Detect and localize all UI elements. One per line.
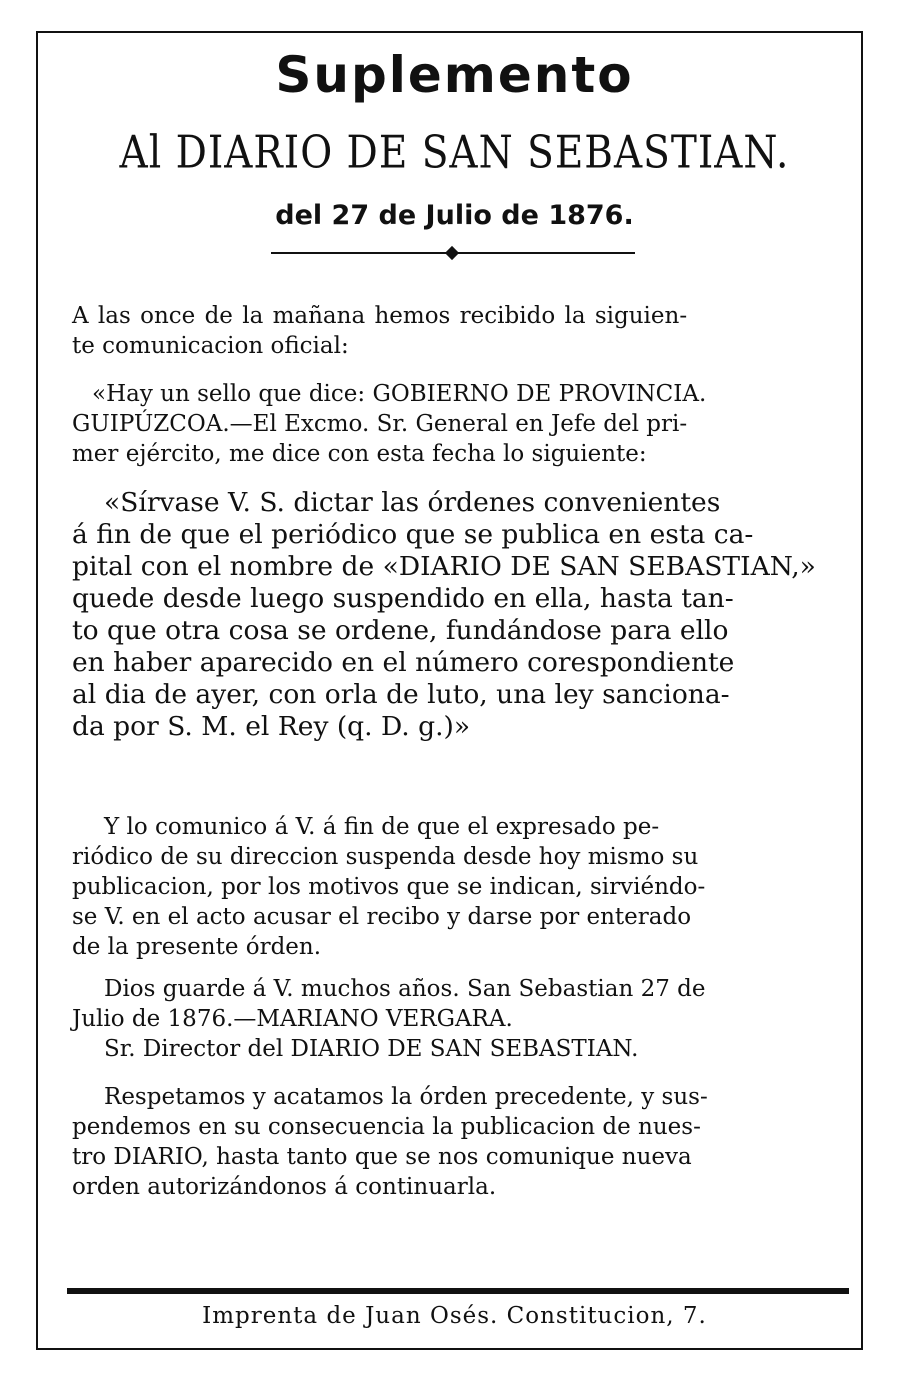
text-line: Respetamos y acatamos la órden precedente, y sus- <box>104 1084 708 1110</box>
text-line: pendemos en su consecuencia la publicacion de nues- <box>72 1114 701 1140</box>
text-line: Julio de 1876.—MARIANO VERGARA. <box>72 1006 513 1032</box>
issue-date: del 27 de Julio de 1876. <box>275 200 634 231</box>
text-line: Dios guarde á V. muchos años. San Sebastian 27 de <box>104 976 706 1002</box>
text-line: pital con el nombre de «DIARIO DE SAN SEBASTIAN,» <box>72 551 816 582</box>
footer-rule <box>67 1288 849 1294</box>
text-line: á fin de que el periódico que se publica en esta ca- <box>72 519 754 550</box>
text-line: publicacion, por los motivos que se indican, sirviéndo- <box>72 874 706 900</box>
text-line: A las once de la mañana hemos recibido la siguien- <box>72 303 688 329</box>
signature-paragraph <box>72 974 852 1064</box>
text-line: te comunicacion oficial: <box>72 333 349 359</box>
newspaper-name: Al DIARIO DE SAN SEBASTIAN. <box>119 127 790 179</box>
text-line: tro DIARIO, hasta tanto que se nos comunique nueva <box>72 1144 692 1170</box>
text-line: da por S. M. el Rey (q. D. g.)» <box>72 711 471 742</box>
editorial-response-paragraph <box>72 1082 852 1202</box>
intro-paragraph <box>72 301 852 361</box>
text-line: riódico de su direccion suspenda desde hoy mismo su <box>72 844 699 870</box>
text-line: quede desde luego suspendido en ella, hasta tan- <box>72 583 734 614</box>
text-line: Sr. Director del DIARIO DE SAN SEBASTIAN. <box>104 1036 639 1062</box>
printer-imprint: Imprenta de Juan Osés. Constitucion, 7. <box>202 1303 707 1329</box>
text-line: to que otra cosa se ordene, fundándose para ello <box>72 615 729 646</box>
text-line: se V. en el acto acusar el recibo y darse por enterado <box>72 904 692 930</box>
text-line: de la presente órden. <box>72 934 322 960</box>
text-line: al dia de ayer, con orla de luto, una ley sanciona- <box>72 679 730 710</box>
text-line: mer ejército, me dice con esta fecha lo siguiente: <box>72 441 647 467</box>
official-notice-paragraph <box>72 379 852 469</box>
communication-paragraph <box>72 812 852 962</box>
text-line: Y lo comunico á V. á fin de que el expresado pe- <box>104 814 660 840</box>
text-line: «Hay un sello que dice: GOBIERNO DE PROVINCIA. <box>92 381 707 407</box>
supplement-title: Suplemento <box>275 46 634 104</box>
text-line: «Sírvase V. S. dictar las órdenes convenientes <box>104 487 721 518</box>
text-line: GUIPÚZCOA.—El Excmo. Sr. General en Jefe del pri- <box>72 411 688 437</box>
text-line: orden autorizándonos á continuarla. <box>72 1174 497 1200</box>
general-order-paragraph <box>72 487 852 743</box>
text-line: en haber aparecido en el número corespondiente <box>72 647 735 678</box>
